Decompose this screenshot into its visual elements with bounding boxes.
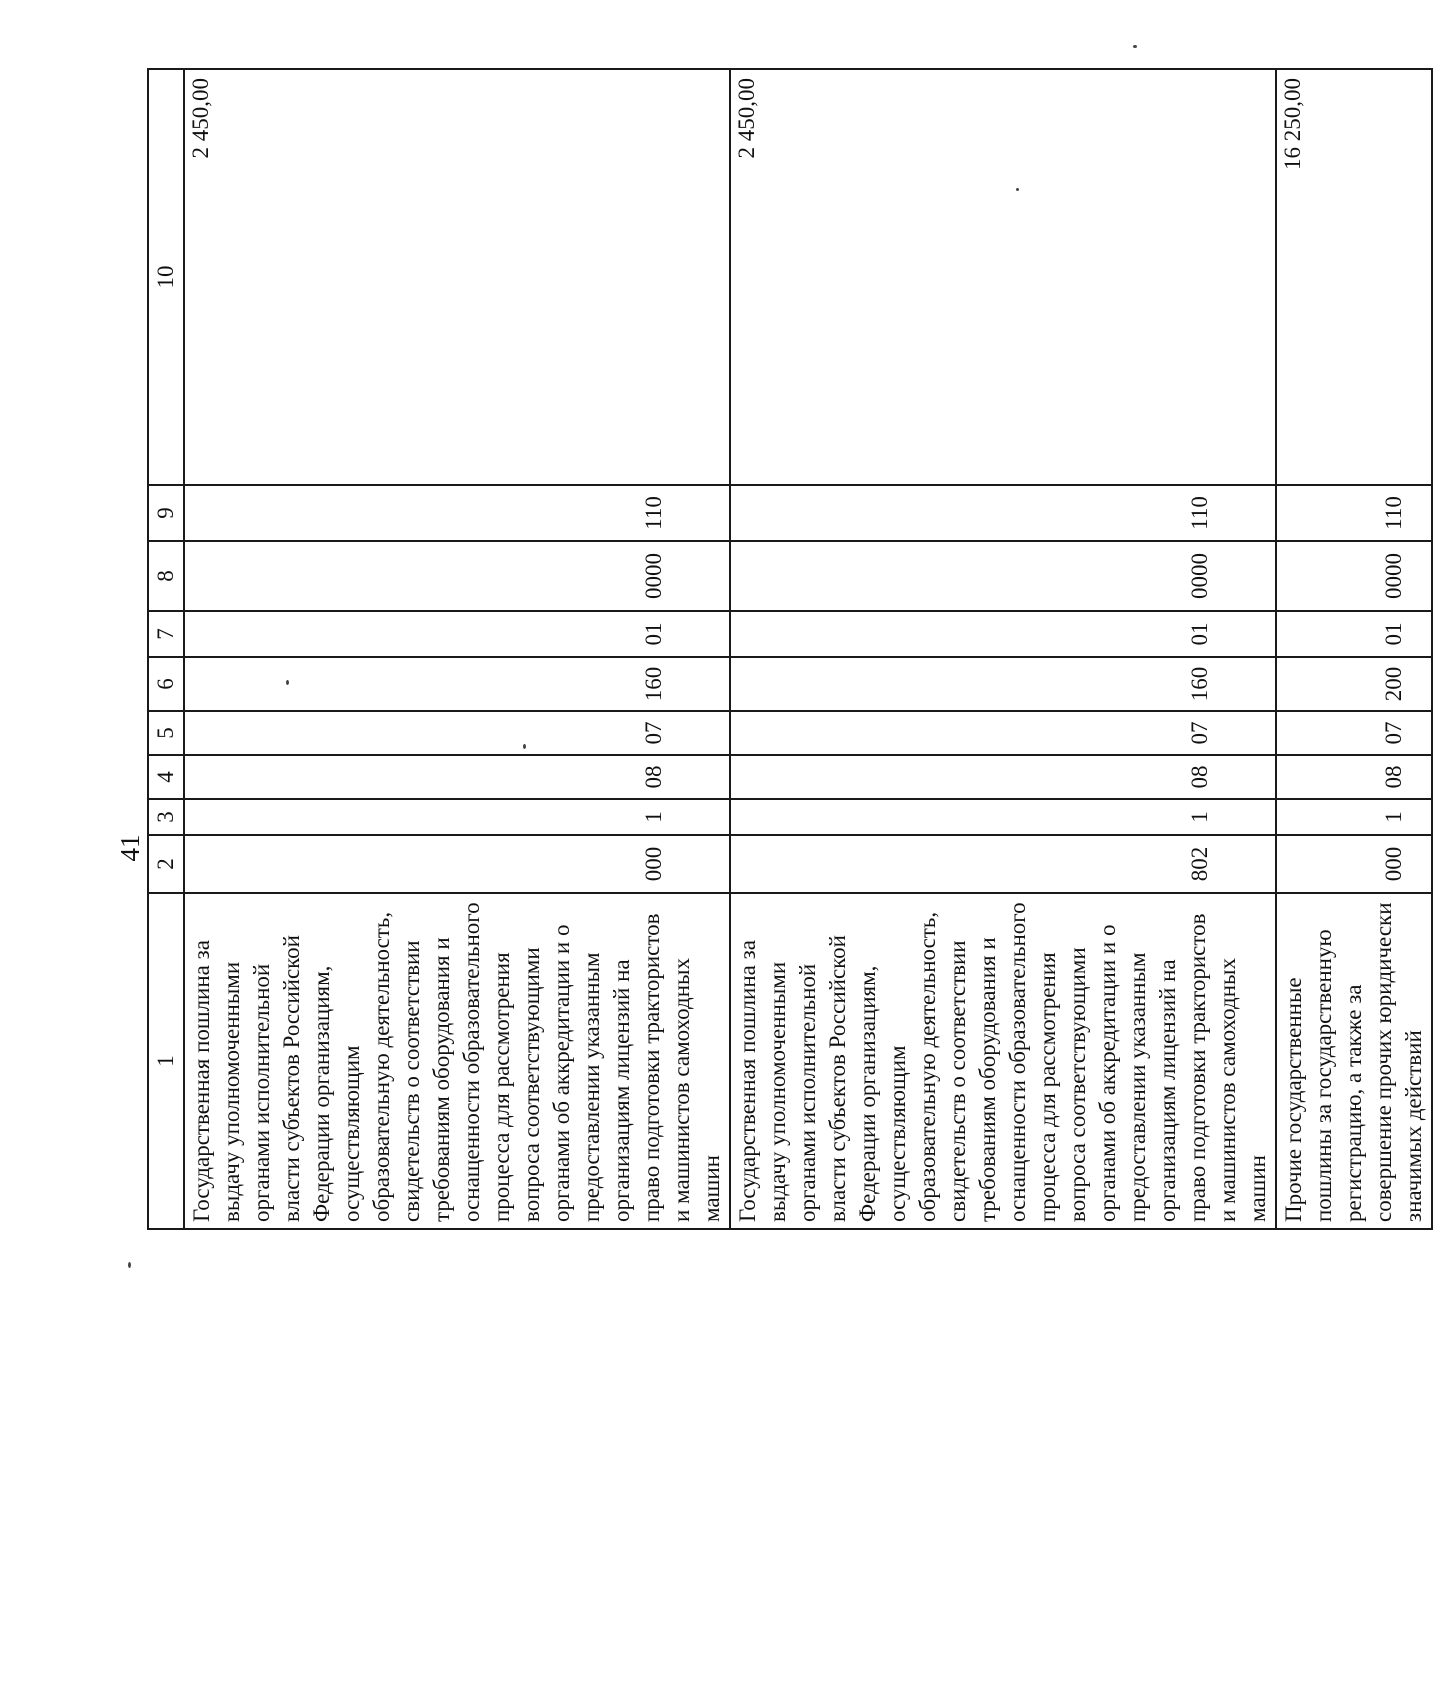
code-col-8: 0000 <box>730 541 1276 611</box>
code-col-5: 07 <box>730 711 1276 755</box>
code-col-2: 000 <box>1276 835 1432 893</box>
code-col-9: 110 <box>184 485 730 541</box>
row-amount: 16 250,00 <box>1276 69 1432 485</box>
header-col-3: 3 <box>148 799 184 835</box>
scan-speck <box>523 744 526 749</box>
scan-speck <box>128 1262 131 1268</box>
page-number: 41 <box>115 834 145 862</box>
code-col-7: 01 <box>730 611 1276 657</box>
code-col-4: 08 <box>730 755 1276 799</box>
header-col-7: 7 <box>148 611 184 657</box>
code-col-7: 01 <box>184 611 730 657</box>
header-col-1: 1 <box>148 893 184 1229</box>
scan-speck <box>286 680 289 685</box>
code-col-5: 07 <box>184 711 730 755</box>
budget-table-container <box>147 70 1426 1230</box>
header-col-2: 2 <box>148 835 184 893</box>
code-col-5: 07 <box>1276 711 1432 755</box>
code-col-3: 1 <box>1276 799 1432 835</box>
code-col-9: 110 <box>730 485 1276 541</box>
code-col-2: 000 <box>184 835 730 893</box>
header-row <box>148 69 184 1229</box>
row-amount: 2 450,00 <box>184 69 730 485</box>
code-col-4: 08 <box>184 755 730 799</box>
code-col-9: 110 <box>1276 485 1432 541</box>
budget-revenue-table <box>147 68 1433 1230</box>
code-col-8: 0000 <box>1276 541 1432 611</box>
code-col-7: 01 <box>1276 611 1432 657</box>
code-col-4: 08 <box>1276 755 1432 799</box>
table-row <box>184 69 730 1229</box>
code-col-6: 160 <box>730 657 1276 711</box>
code-col-6: 160 <box>184 657 730 711</box>
header-col-4: 4 <box>148 755 184 799</box>
code-col-2: 802 <box>730 835 1276 893</box>
header-col-5: 5 <box>148 711 184 755</box>
header-col-9: 9 <box>148 485 184 541</box>
scan-speck <box>1133 45 1137 48</box>
row-name: Государственная пошлина за выдачу уполномоченными органами исполнительной власти субъектов Российской Федерации организациям, осуществляющим образовательную деятельность, свидетельств о соответствии требованиям оборудования и оснащенности образовательного процесса для рассмотрения вопроса соответствующими органами об аккредитации и о предоставлении указанным организациям лицензий на право подготовки трактористов и машинистов самоходных машин <box>730 893 1276 1229</box>
row-amount: 2 450,00 <box>730 69 1276 485</box>
header-col-10: 10 <box>148 69 184 485</box>
scan-speck <box>1016 188 1019 191</box>
row-name: Государственная пошлина за выдачу уполномоченными органами исполнительной власти субъектов Российской Федерации организациям, осуществляющим образовательную деятельность, свидетельств о соответствии требованиям оборудования и оснащенности образовательного процесса для рассмотрения вопроса соответствующими органами об аккредитации и о предоставлении указанным организациям лицензий на право подготовки трактористов и машинистов самоходных машин <box>184 893 730 1229</box>
code-col-8: 0000 <box>184 541 730 611</box>
header-col-8: 8 <box>148 541 184 611</box>
table-row <box>730 69 1276 1229</box>
table-row <box>1276 69 1432 1229</box>
code-col-3: 1 <box>184 799 730 835</box>
row-name: Прочие государственные пошлины за государственную регистрацию, а также за совершение прочих юридически значимых действий <box>1276 893 1432 1229</box>
code-col-3: 1 <box>730 799 1276 835</box>
header-col-6: 6 <box>148 657 184 711</box>
code-col-6: 200 <box>1276 657 1432 711</box>
